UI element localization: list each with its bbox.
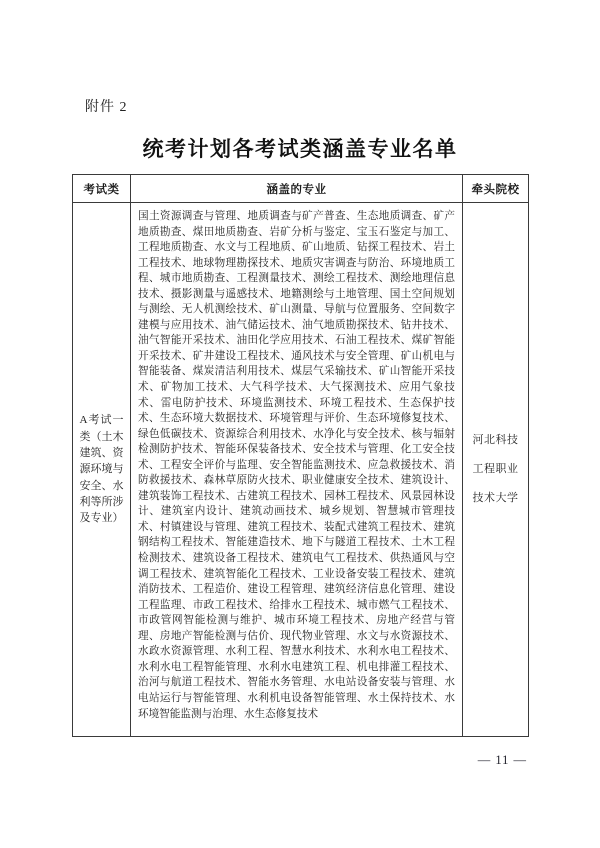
- table-row: [73, 203, 529, 737]
- exam-class-cell: [73, 203, 131, 737]
- attachment-label: 附件 2: [85, 100, 128, 115]
- exam-class-text: A考试一类（土木建筑、资源环境与安全、水利等所涉及专业）: [79, 414, 124, 525]
- lead-school-text: 河北科技工程职业技术大学: [472, 434, 519, 504]
- header-lead-school: 牵头院校: [463, 175, 529, 203]
- majors-cell: [131, 203, 463, 737]
- majors-text: 国土资源调查与管理、地质调查与矿产普查、生态地质调查、矿产地质勘查、煤田地质勘查、岩矿分析与鉴定、宝玉石鉴定与加工、工程地质勘查、水文与工程地质、矿山地质、钻探工程技术、岩土工程技术、地球物理勘探技术、地质灾害调查与防治、环境地质工程、城市地质勘查、工程测量技术、测绘工程技术、测绘地理信息技术、摄影测量与遥感技术、地籍测绘与土地管理、国土空间规划与测绘、无人机测绘技术、矿山测量、导航与位置服务、空间数字建模与应用技术、油气储运技术、油气地质勘探技术、钻井技术、油气智能开采技术、油田化学应用技术、石油工程技术、煤矿智能开采技术、矿井建设工程技术、通风技术与安全管理、矿山机电与智能装备、煤炭清洁利用技术、煤层气采输技术、矿山智能开采技术、矿物加工技术、大气科学技术、大气探测技术、应用气象技术、雷电防护技术、环境监测技术、环境工程技术、生态保护技术、生态环境大数据技术、环境管理与评价、生态环境修复技术、绿色低碳技术、资源综合利用技术、水净化与安全技术、核与辐射检测防护技术、智能环保装备技术、安全技术与管理、化工安全技术、工程安全评价与监理、安全智能监测技术、应急救援技术、消防救援技术、森林草原防火技术、职业健康安全技术、建筑设计、建筑装饰工程技术、古建筑工程技术、园林工程技术、风景园林设计、建筑室内设计、建筑动画技术、城乡规划、智慧城市管理技术、村镇建设与管理、建筑工程技术、装配式建筑工程技术、建筑钢结构工程技术、智能建造技术、地下与隧道工程技术、土木工程检测技术、建筑设备工程技术、建筑电气工程技术、供热通风与空调工程技术、建筑智能化工程技术、工业设备安装工程技术、建筑消防技术、工程造价、建设工程管理、建筑经济信息化管理、建设工程监理、市政工程技术、给排水工程技术、城市燃气工程技术、市政管网智能检测与维护、城市环境工程技术、房地产经营与管理、房地产智能检测与估价、现代物业管理、水文与水资源技术、水政水资源管理、水利工程、智慧水利技术、水利水电工程技术、水利水电工程智能管理、水利水电建筑工程、机电排灌工程技术、治河与航道工程技术、智能水务管理、水电站设备安装与管理、水电站运行与智能管理、水利机电设备智能管理、水土保持技术、水环境智能监测与治理、水生态修复技术: [138, 211, 455, 720]
- page-title: 统考计划各考试类涵盖专业名单: [142, 137, 458, 161]
- page-number: — 11 —: [477, 753, 527, 767]
- majors-table: [72, 174, 529, 737]
- header-majors: 涵盖的专业: [131, 175, 463, 203]
- lead-school-cell: [463, 203, 529, 737]
- table-header-row: [73, 175, 529, 203]
- header-exam-class: 考试类: [73, 175, 131, 203]
